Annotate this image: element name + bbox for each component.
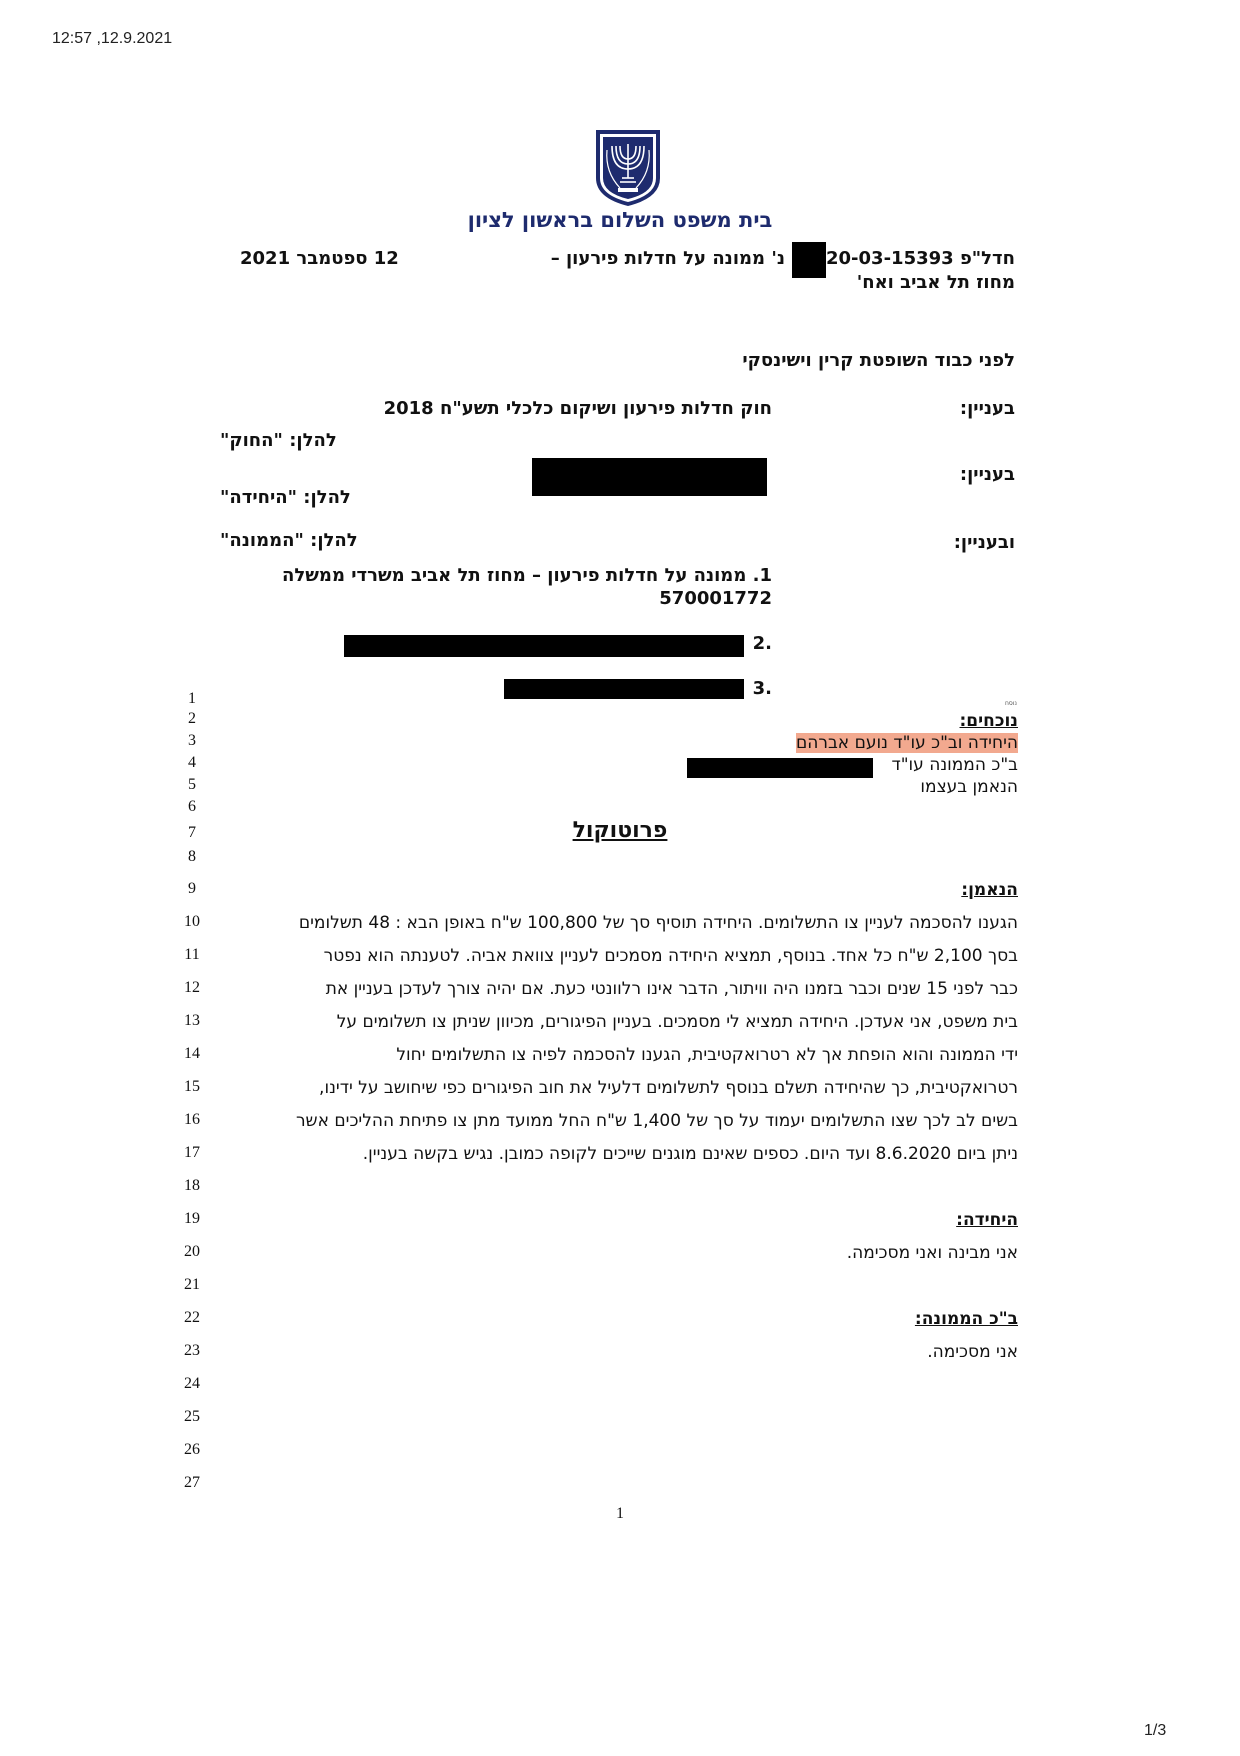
line-number: 12	[184, 979, 200, 996]
redaction-box	[344, 635, 744, 657]
present-line-highlighted: היחידה וב"כ עו"ד נועם אברהם	[796, 733, 1018, 753]
line-number: 14	[184, 1045, 200, 1062]
trustee-line: ידי הממונה והוא הופחת אך לא רטרואקטיבית, הגענו להסכמה לפיה צו התשלומים יחול	[396, 1045, 1018, 1065]
matter-text: חוק חדלות פירעון ושיקום כלכלי תשע"ח 2018	[383, 398, 772, 419]
matter2-alias: להלן: "היחידה"	[220, 487, 351, 508]
matter2-label: בעניין:	[959, 464, 1015, 485]
party-item-2: .2	[752, 633, 772, 654]
trustee-line: רטרואקטיבית, כך שהיחידה תשלם בנוסף לתשלומים דלעיל את חוב הפיגורים כפי שיחושב על ידינו,	[319, 1078, 1018, 1098]
redaction-box	[532, 458, 767, 496]
line-number: 9	[188, 880, 196, 897]
line-number: 4	[188, 754, 196, 771]
line-number: 13	[184, 1012, 200, 1029]
case-title-line2: מחוז תל אביב ואח'	[856, 272, 1015, 293]
line-number: 6	[188, 798, 196, 815]
trustee-line: בשים לב לכך שצו התשלומים יעמוד על סך של 1,400 ש"ח החל ממועד מתן צו פתיחת ההליכים אשר	[295, 1111, 1018, 1131]
trustee-line: בית משפט, אני אעדכן. היחידה תמציא לי מסמכים. בעניין הפיגורים, מכיוון שניתן צו תשלומים על	[336, 1012, 1018, 1032]
court-name: בית משפט השלום בראשון לציון	[467, 208, 773, 232]
trustee-label: הנאמן:	[961, 880, 1018, 900]
matter3-alias: להלן: "הממונה"	[220, 530, 358, 551]
redaction-box	[504, 679, 744, 699]
party-item-3: .3	[752, 678, 772, 699]
line-number: 3	[188, 732, 196, 749]
line-number: 16	[184, 1111, 200, 1128]
matter-alias: להלן: "החוק"	[220, 430, 337, 451]
case-date: 12 ספטמבר 2021	[240, 248, 399, 269]
redaction-box	[792, 242, 826, 278]
line-number: 17	[184, 1144, 200, 1161]
line-number: 23	[184, 1342, 200, 1359]
line-number: 15	[184, 1078, 200, 1095]
line-number: 24	[184, 1375, 200, 1392]
line-number: 25	[184, 1408, 200, 1425]
line-number: 18	[184, 1177, 200, 1194]
page-number: 1	[616, 1505, 624, 1522]
party-item-1-number: 570001772	[659, 588, 772, 609]
party-item-1: 1. ממונה על חדלות פירעון – מחוז תל אביב משרדי ממשלה	[282, 565, 772, 586]
matter-label: בעניין:	[959, 398, 1015, 419]
menorah-emblem-icon	[592, 126, 664, 208]
manager-rep-label: ב"כ הממונה:	[914, 1309, 1018, 1329]
line-number: 1	[188, 690, 196, 707]
present-line-2: ב"כ הממונה עו"ד	[891, 755, 1018, 775]
unit-label: היחידה:	[956, 1210, 1018, 1230]
present-label: נוכחים:	[959, 711, 1018, 731]
redaction-box	[687, 758, 873, 778]
line-number: 27	[184, 1474, 200, 1491]
line-number: 20	[184, 1243, 200, 1260]
line-number: 7	[188, 824, 196, 841]
line-number: 2	[188, 710, 196, 727]
line-number: 10	[184, 913, 200, 930]
print-page-counter: 1/3	[1144, 1722, 1167, 1739]
line-number: 19	[184, 1210, 200, 1227]
case-title: נ' ממונה על חדלות פירעון –	[550, 248, 785, 269]
trustee-line: הגענו להסכמה לעניין צו התשלומים. היחידה תוסיף סך של 100,800 ש"ח באופן הבא : 48 תשלומים	[298, 913, 1018, 933]
protocol-title: פרוטוקול	[572, 818, 668, 843]
print-datetime: 12:57 ,12.9.2021	[52, 30, 173, 47]
line-number: 8	[188, 848, 196, 865]
trustee-line: בסך 2,100 ש"ח כל אחד. בנוסף, תמציא היחידה מסמכים לעניין צוואת אביה. לטענתה הוא נפטר	[323, 946, 1018, 966]
line-number: 21	[184, 1276, 200, 1293]
trustee-line: ניתן ביום 8.6.2020 ועד היום. כספים שאינם מוגנים שייכים לקופה כמובן. נגיש בקשה בעניין.	[362, 1144, 1018, 1164]
line-number: 26	[184, 1441, 200, 1458]
unit-text: אני מבינה ואני מסכימה.	[846, 1243, 1018, 1263]
small-mark: נוסח	[1005, 700, 1017, 707]
manager-rep-text: אני מסכימה.	[927, 1342, 1018, 1362]
case-number: חדל"פ 20-03-15393	[826, 248, 1015, 269]
trustee-line: כבר לפני 15 שנים וכבר בזמנו היה וויתור, הדבר אינו רלוונטי כעת. אם יהיה צורך לעדכן בעניין את	[325, 979, 1018, 999]
judge-line: לפני כבוד השופטת קרין וישינסקי	[742, 350, 1015, 371]
line-number: 5	[188, 776, 196, 793]
line-number: 11	[184, 946, 200, 963]
matter3-label: ובעניין:	[953, 532, 1015, 553]
line-number: 22	[184, 1309, 200, 1326]
present-line-3: הנאמן בעצמו	[920, 777, 1018, 797]
